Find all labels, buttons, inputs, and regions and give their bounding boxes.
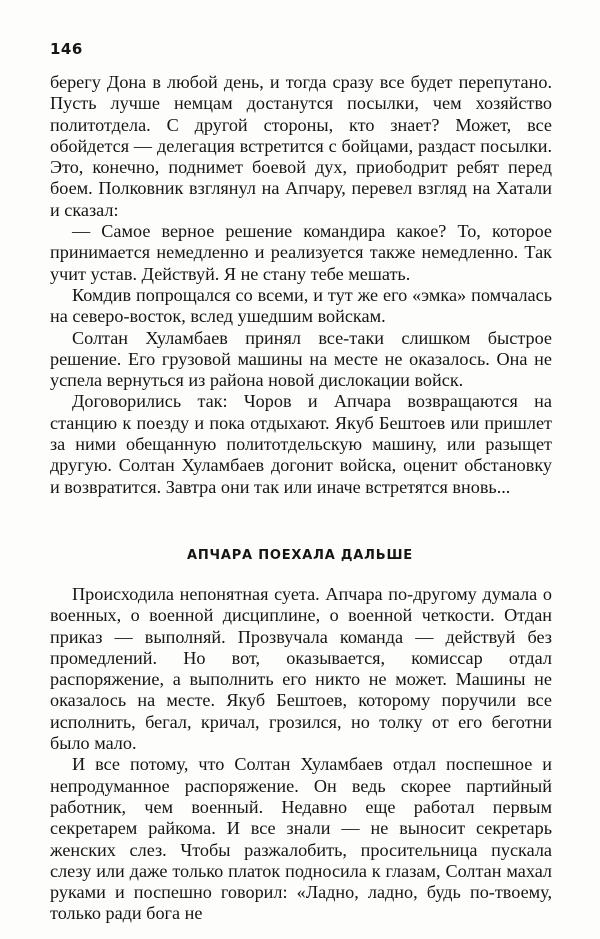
chapter-text-top bbox=[50, 72, 552, 498]
paragraph: Комдив попрощался со всеми, и тут же его «эмка» помчалась на северо-восток, вслед ушедшим войскам. bbox=[50, 284, 552, 327]
paragraph: И все потому, что Солтан Хуламбаев отдал поспешное и непродуманное распоряжение. Он ведь скорее партийный работник, чем военный. Недавно еще работал первым секретарем райкома. И все знали — не выносит секретарь женских слез. Чтобы разжалобить, просительница пускала слезу или даже только платок подносила к глазам, Солтан махал руками и поспешно говорил: «Ладно, ладно, будь по-твоему, только ради бога не bbox=[50, 754, 552, 924]
paragraph: берегу Дона в любой день, и тогда сразу все будет перепутано. Пусть лучше немцам достанутся посылки, чем хозяйство политотдела. С другой стороны, кто знает? Может, все обойдется — делегация встретится с бойцами, раздаст посылки. Это, конечно, поднимет боевой дух, приободрит ребят перед боем. Полковник взглянул на Апчару, перевел взгляд на Хатали и сказал: bbox=[50, 72, 552, 220]
paragraph: — Самое верное решение командира какое? То, которое принимается немедленно и реализуется также немедленно. Так учит устав. Действуй. Я не стану тебе мешать. bbox=[50, 221, 552, 284]
paragraph: Договорились так: Чоров и Апчара возвращаются на станцию к поезду и пока отдыхают. Якуб Бештоев или пришлет за ними обещанную политотдельскую машину, или разыщет другую. Солтан Хуламбаев догонит войска, оценит обстановку и возвратится. Завтра они так или иначе встретятся вновь... bbox=[50, 391, 552, 497]
page-number: 146 bbox=[50, 40, 83, 58]
section-heading: АПЧАРА ПОЕХАЛА ДАЛЬШЕ bbox=[187, 548, 413, 563]
paragraph: Происходила непонятная суета. Апчара по-другому думала о военных, о военной дисциплине, о военной четкости. Отдан приказ — выполняй. Прозвучала команда — действуй без промедлений. Но вот, оказывается, комиссар отдал распоряжение, а выполнить его никто не может. Машины не оказалось на месте. Якуб Бештоев, которому поручили все исполнить, бегал, кричал, грозился, но толку от его беготни было мало. bbox=[50, 584, 552, 754]
paragraph: Солтан Хуламбаев принял все-таки слишком быстрое решение. Его грузовой машины на месте не оказалось. Она не успела вернуться из района новой дислокации войск. bbox=[50, 327, 552, 391]
chapter-text-bottom bbox=[50, 584, 552, 925]
